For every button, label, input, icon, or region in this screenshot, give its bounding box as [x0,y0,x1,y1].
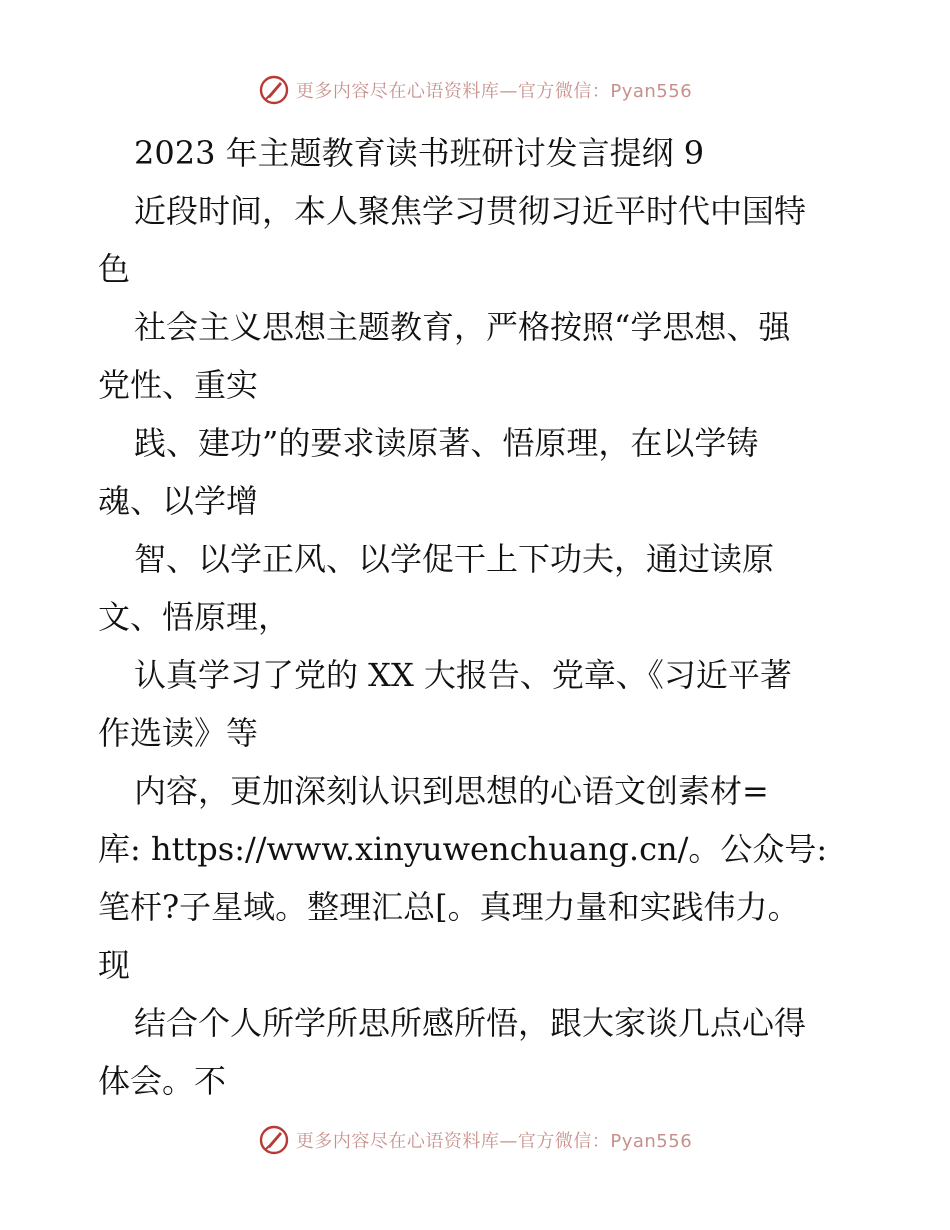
text-line: 作选读》等 [98,714,259,752]
document-body [98,124,858,1110]
text-line: 文、悟原理， [98,598,291,636]
text-line: 结合个人所学所思所感所悟，跟大家谈几点心得 [134,1004,807,1042]
header-watermark-banner [0,70,950,110]
text-line: 党性、重实 [98,366,259,404]
text-line: 库: https://www.xinyuwenchuang.cn/。公众号: [98,830,828,868]
watermark-text: 更多内容尽在心语资料库—官方微信：Pyan556 [295,1131,693,1152]
text-line: 践、建功”的要求读原著、悟原理，在以学铸 [134,424,759,462]
watermark-text: 更多内容尽在心语资料库—官方微信：Pyan556 [295,81,693,102]
text-line: 体会。不 [98,1062,227,1100]
text-line: 社会主义思想主题教育，严格按照“学思想、强 [134,308,791,346]
text-line: 现 [98,946,131,984]
text-line: 笔杆?子星域。整理汇总[。真理力量和实践伟力。 [98,888,800,926]
document-title: 2023 年主题教育读书班研讨发言提纲 9 [134,134,705,172]
text-line: 魂、以学增 [98,482,259,520]
quill-logo-icon [258,1124,290,1156]
text-line: 智、以学正风、以学促干上下功夫，通过读原 [134,540,775,578]
footer-watermark-banner [0,1120,950,1160]
text-line: 近段时间，本人聚焦学习贯彻习近平时代中国特 [134,192,807,230]
text-line: 色 [98,250,131,288]
quill-logo-icon [258,74,290,106]
text-line: 认真学习了党的 XX 大报告、党章、《习近平著 [134,656,792,694]
text-line: 内容，更加深刻认识到思想的心语文创素材= [134,772,769,810]
